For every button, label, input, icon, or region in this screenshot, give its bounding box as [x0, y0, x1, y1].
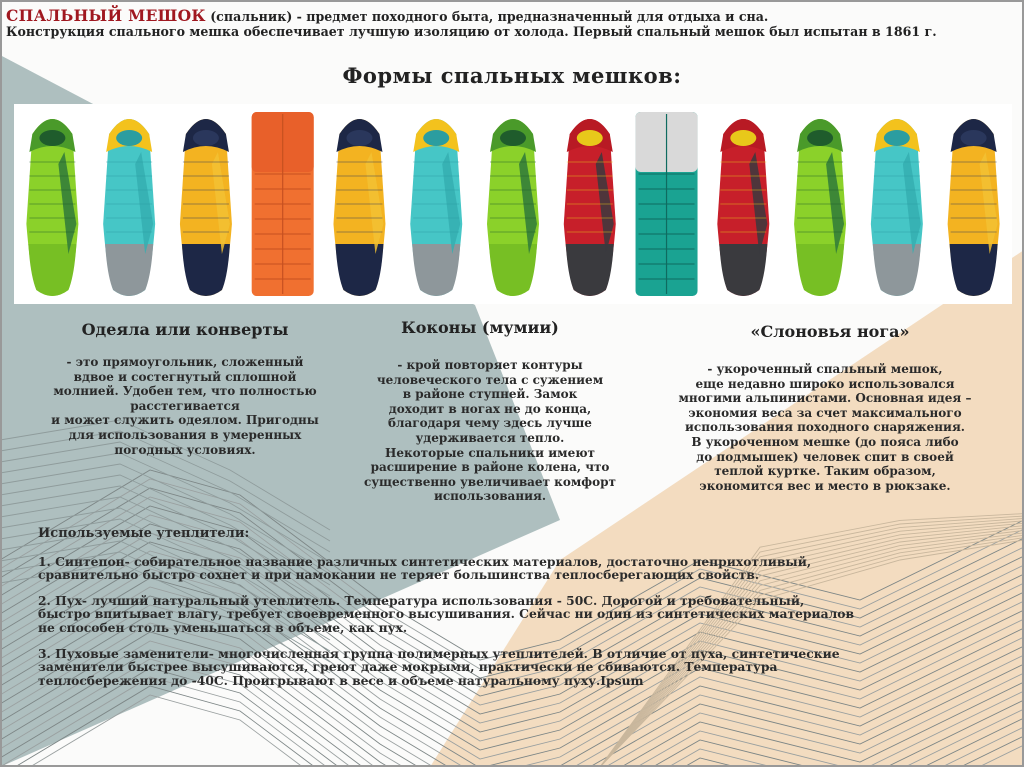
intro-rest: (спальник) - предмет походного быта, предназначенный для отдыха и сна.	[205, 9, 769, 24]
sleeping-bag	[252, 112, 314, 296]
bag-foot	[105, 244, 153, 296]
bag-opening	[116, 130, 142, 146]
text-line: погодных условиях.	[114, 442, 256, 457]
text-line: 3. Пуховые заменители- многочисленная группа полимерных утеплителей. В отличие от пуха, синтетические	[38, 645, 840, 661]
bag-opening	[423, 130, 449, 146]
text-line: теплосбережения до -40С. Проигрывают в весе и объеме натуральному пуху.Ipsum	[38, 672, 644, 688]
intro-line-2: Конструкция спального мешка обеспечивает лучшую изоляцию от холода. Первый спальный мешок был испытан в 1861 г.	[6, 24, 937, 39]
sleeping-bag	[333, 119, 385, 296]
text-line: экономия веса за счет максимального	[688, 405, 962, 420]
sleeping-bag	[26, 119, 78, 296]
sleeping-bag	[871, 119, 923, 296]
bag-foot	[412, 244, 460, 296]
text-line: до подмышек) человек спит в своей	[696, 449, 954, 464]
bag-opening	[884, 130, 910, 146]
insulation-section	[38, 527, 958, 699]
sleeping-bag	[717, 119, 769, 296]
column-title-blankets: Одеяла или конверты	[81, 320, 289, 339]
text-line: существенно увеличивает комфорт	[364, 474, 616, 489]
bag-foot	[489, 244, 537, 296]
insulation-item-synthetic	[38, 555, 958, 582]
text-line: расширение в районе колена, что	[370, 460, 610, 475]
text-line: вдвое и состегнутый сплошной	[73, 369, 297, 384]
text-line: использования.	[433, 489, 547, 504]
bag-foot	[796, 244, 844, 296]
column-text-cocoons	[335, 358, 645, 504]
sleeping-bag	[636, 112, 698, 296]
bag-foot	[566, 244, 614, 296]
bag-foot	[335, 244, 383, 296]
column-title-cocoons: Коконы (мумии)	[401, 318, 559, 337]
text-line: не способен столь уменьшаться в объеме, как пух.	[38, 619, 408, 635]
text-line: - крой повторяет контуры	[397, 358, 583, 372]
sleeping-bags-image	[14, 104, 1012, 304]
text-line: удерживается тепло.	[415, 430, 565, 445]
sleeping-bag	[103, 119, 155, 296]
column-text-blankets	[30, 355, 340, 457]
bag-foot	[28, 244, 76, 296]
sleeping-bag	[180, 119, 232, 296]
bag-foot	[873, 244, 921, 296]
text-line: 1. Синтепон- собирательное название различных синтетических материалов, достаточно неприхотливый,	[38, 553, 812, 569]
sleeping-bag	[948, 119, 1000, 296]
text-line: 2. Пух- лучший натуральный утеплитель. Температура использования - 50С. Дорогой и требовательный,	[38, 592, 805, 608]
text-line: человеческого тела с сужением	[376, 372, 604, 387]
text-line: в районе ступней. Замок	[402, 387, 578, 402]
text-line: заменители быстрее высушиваются, греют даже мокрыми, практически не сбиваются. Температура	[38, 659, 778, 675]
text-line: еще недавно широко использовался	[695, 376, 955, 391]
insulation-item-substitutes	[38, 647, 958, 688]
bag-opening	[500, 130, 526, 146]
intro-title: СПАЛЬНЫЙ МЕШОК	[6, 6, 206, 25]
text-line: быстро впитывает влагу, требует своевременного высушивания. Сейчас ни один из синтетических материалов	[38, 606, 854, 622]
text-line: использования походного снаряжения.	[685, 420, 965, 435]
column-text-elephant-foot	[655, 362, 995, 493]
text-line: - это прямоугольник, сложенный	[66, 355, 304, 369]
bag-opening	[577, 130, 603, 146]
bag-foot	[950, 244, 998, 296]
text-line: молнией. Удобен тем, что полностью	[53, 384, 317, 399]
text-line: и может служить одеялом. Пригодны	[51, 413, 319, 428]
text-line: экономится вес и место в рюкзаке.	[699, 478, 951, 493]
text-line: В укороченном мешке (до пояса либо	[691, 434, 959, 449]
intro-text	[6, 8, 1020, 39]
text-line: - укороченный спальный мешок,	[707, 362, 943, 376]
text-line: теплой куртке. Таким образом,	[714, 464, 936, 479]
column-title-elephant-foot: «Слоновья нога»	[750, 322, 910, 341]
bag-foot	[182, 244, 230, 296]
bag-opening	[346, 130, 372, 146]
text-line: сравнительно быстро сохнет и при намокании не теряет большинства теплосберегающих свойств.	[38, 567, 760, 583]
text-line: расстегивается	[130, 398, 240, 413]
text-line: для использования в умеренных	[68, 427, 302, 442]
text-line: Некоторые спальники имеют	[385, 445, 595, 460]
text-line: доходит в ногах не до конца,	[388, 401, 592, 416]
insulation-title: Используемые утеплители:	[38, 526, 250, 541]
forms-title: Формы спальных мешков:	[342, 63, 682, 88]
text-line: многими альпинистами. Основная идея –	[678, 391, 972, 406]
sleeping-bag	[487, 119, 539, 296]
sleeping-bag	[410, 119, 462, 296]
bag-opening	[961, 130, 987, 146]
bag-opening	[807, 130, 833, 146]
bag-foot	[719, 244, 767, 296]
sleeping-bag	[794, 119, 846, 296]
bag-opening	[39, 130, 65, 146]
sleeping-bag	[564, 119, 616, 296]
bag-opening	[193, 130, 219, 146]
bag-opening	[730, 130, 756, 146]
text-line: благодаря чему здесь лучше	[388, 416, 592, 431]
insulation-item-down	[38, 594, 958, 635]
